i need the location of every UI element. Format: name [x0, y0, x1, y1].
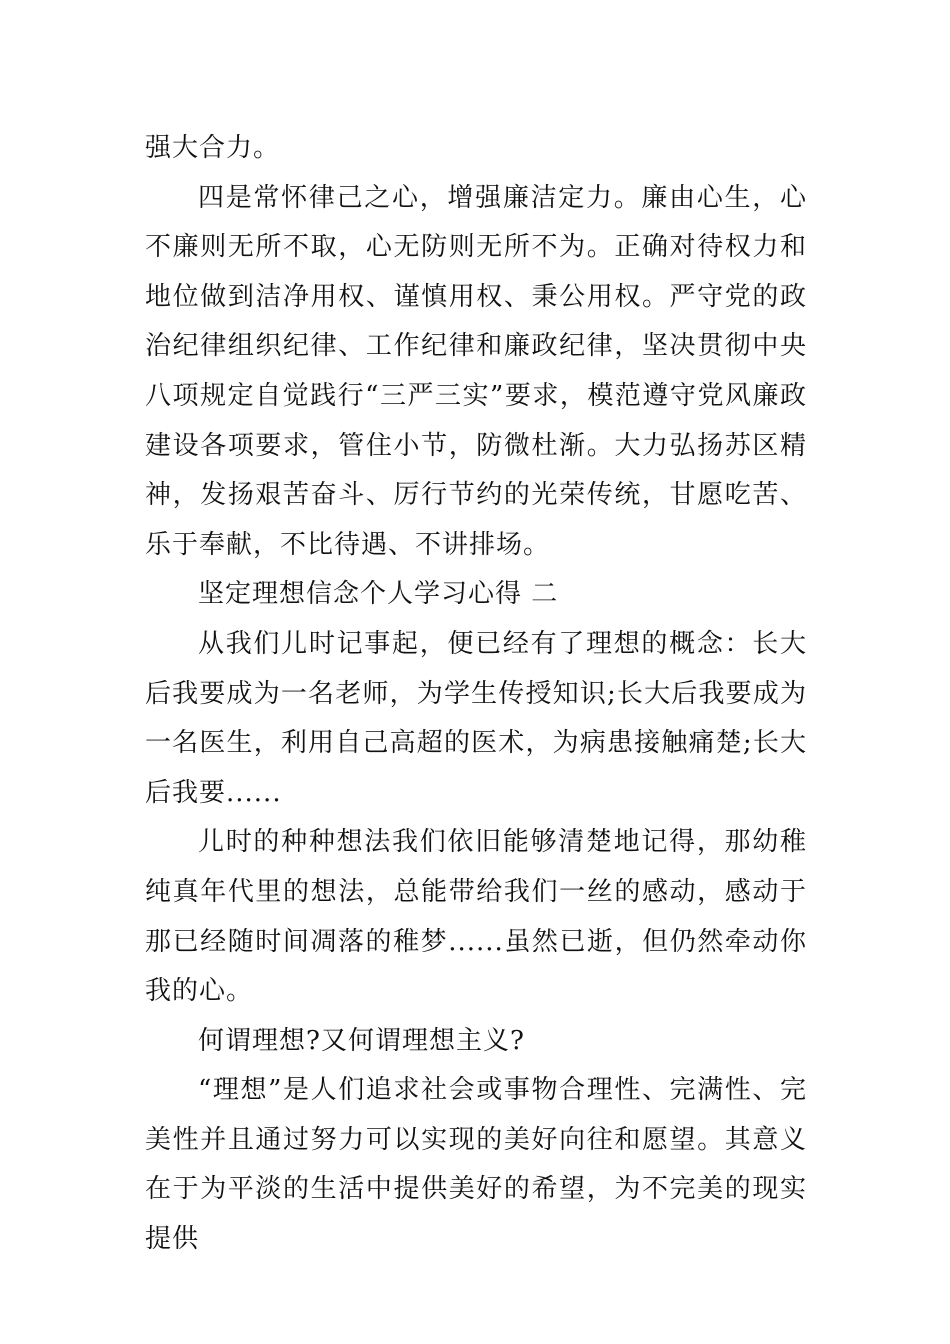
paragraph-childhood-memories: 儿时的种种想法我们依旧能够清楚地记得，那幼稚纯真年代里的想法，总能带给我们一丝的感动，感动于那已经随时间凋落的稚梦......虽然已逝，但仍然牵动你我的心。 — [145, 827, 807, 1007]
paragraph-definition: “理想”是人们追求社会或事物合理性、完满性、完美性并且通过努力可以实现的美好向往和愿望。其意义在于为平淡的生活中提供美好的希望，为不完美的现实提供 — [145, 1075, 807, 1255]
paragraph-continuation: 强大合力。 — [145, 133, 281, 163]
paragraph-childhood-ideals: 从我们儿时记事起，便已经有了理想的概念：长大后我要成为一名老师，为学生传授知识;长大后我要成为一名医生，利用自己高超的医术，为病患接触痛楚;长大后我要...... — [145, 628, 807, 808]
paragraph-question: 何谓理想?又何谓理想主义? — [198, 1025, 525, 1056]
section-heading: 坚定理想信念个人学习心得 二 — [198, 579, 559, 610]
document-page — [145, 124, 807, 1265]
paragraph-point-four: 四是常怀律己之心，增强廉洁定力。廉由心生，心不廉则无所不取，心无防则无所不为。正确对待权力和地位做到洁净用权、谨慎用权、秉公用权。严守党的政治纪律组织纪律、工作纪律和廉政纪律，坚决贯彻中央八项规定自觉践行“三严三实”要求，模范遵守党风廉政建设各项要求，管住小节，防微杜渐。大力弘扬苏区精神，发扬艰苦奋斗、厉行节约的光荣传统，甘愿吃苦、乐于奉献，不比待遇、不讲排场。 — [145, 182, 807, 560]
